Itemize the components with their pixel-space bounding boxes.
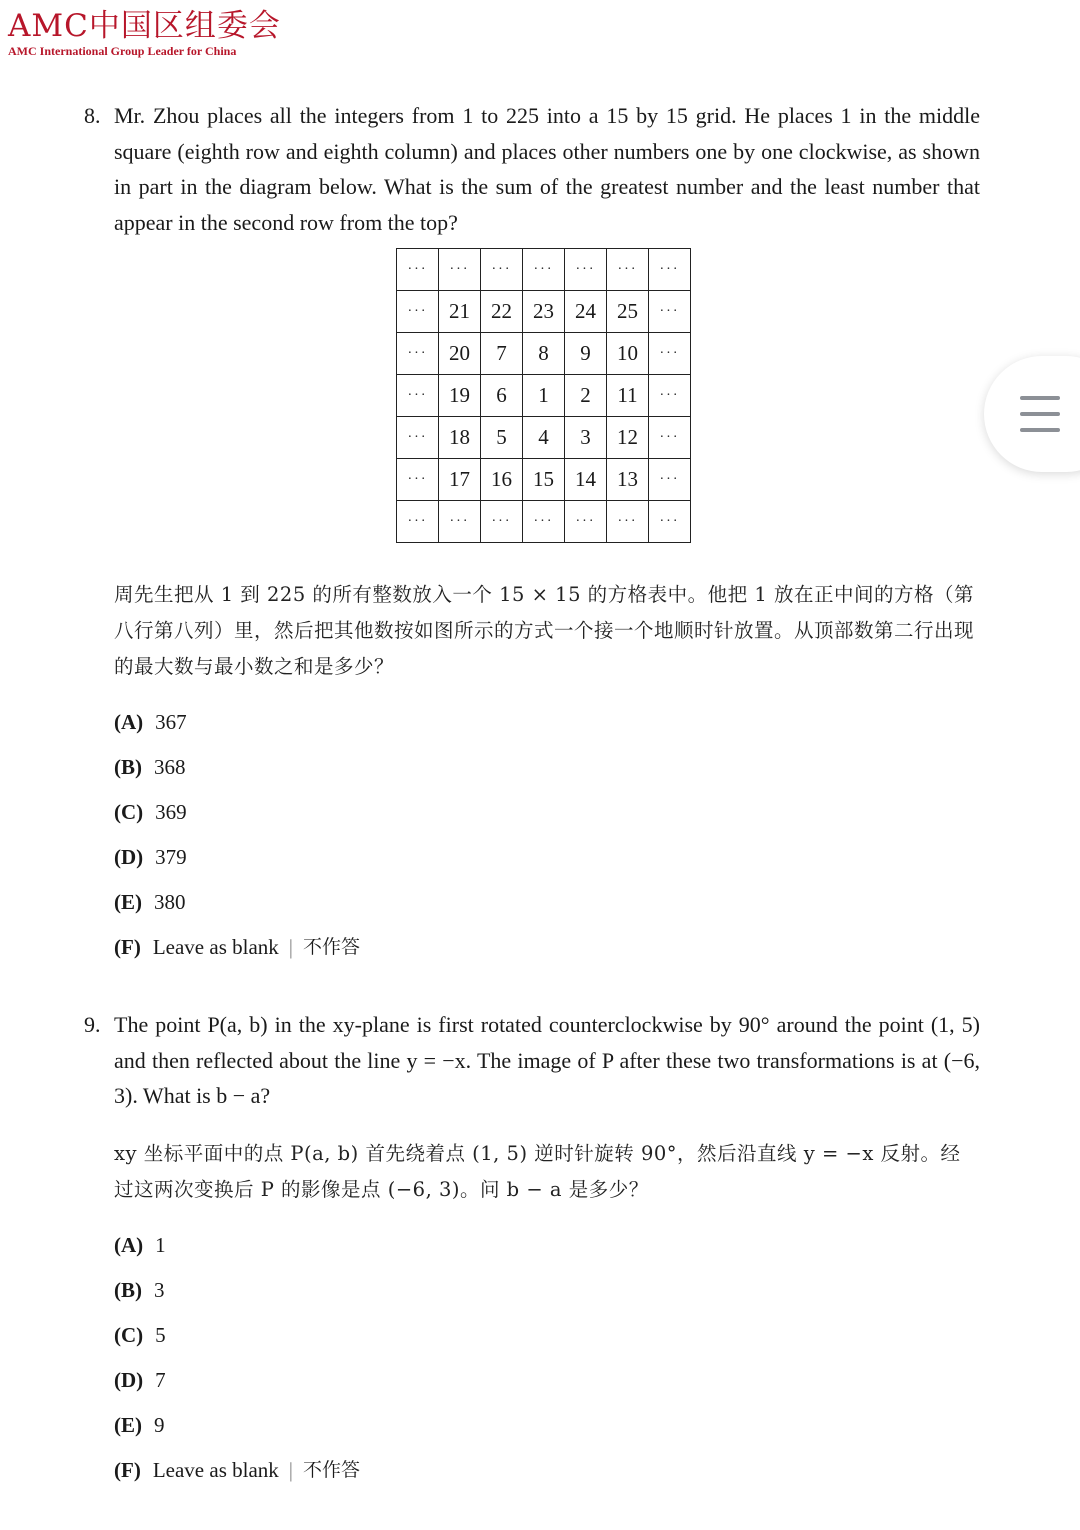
grid-cell: ··· bbox=[397, 333, 439, 375]
option-e[interactable]: (E) 9 bbox=[114, 1412, 165, 1437]
grid-cell: 19 bbox=[439, 375, 481, 417]
answer-options bbox=[114, 707, 984, 977]
option-f-leave-blank[interactable]: (F) Leave as blank | 不作答 bbox=[114, 935, 361, 959]
option-a[interactable]: (A) 1 bbox=[114, 1232, 166, 1257]
grid-cell: 16 bbox=[481, 459, 523, 501]
grid-row bbox=[397, 375, 691, 417]
grid-cell: ··· bbox=[607, 249, 649, 291]
grid-cell: ··· bbox=[607, 501, 649, 543]
option-c[interactable]: (C) 5 bbox=[114, 1322, 166, 1347]
grid-cell: 18 bbox=[439, 417, 481, 459]
grid-cell: ··· bbox=[397, 459, 439, 501]
grid-cell: 9 bbox=[565, 333, 607, 375]
grid-cell: 22 bbox=[481, 291, 523, 333]
grid-cell: 7 bbox=[481, 333, 523, 375]
grid-row bbox=[397, 333, 691, 375]
grid-cell: 14 bbox=[565, 459, 607, 501]
grid-row bbox=[397, 459, 691, 501]
grid-cell: 25 bbox=[607, 291, 649, 333]
grid-cell: ··· bbox=[649, 501, 691, 543]
grid-row bbox=[397, 417, 691, 459]
option-c[interactable]: (C) 369 bbox=[114, 800, 187, 824]
option-d[interactable]: (D) 379 bbox=[114, 845, 187, 869]
option-b[interactable]: (B) 3 bbox=[114, 1277, 165, 1302]
grid-cell: ··· bbox=[439, 501, 481, 543]
grid-cell: 10 bbox=[607, 333, 649, 375]
grid-cell: ··· bbox=[439, 249, 481, 291]
grid-row bbox=[397, 249, 691, 291]
grid-cell: 21 bbox=[439, 291, 481, 333]
option-b[interactable]: (B) 368 bbox=[114, 755, 186, 779]
grid-cell: 6 bbox=[481, 375, 523, 417]
grid-cell: ··· bbox=[649, 249, 691, 291]
grid-cell: 3 bbox=[565, 417, 607, 459]
grid-cell: 11 bbox=[607, 375, 649, 417]
grid-cell: 1 bbox=[523, 375, 565, 417]
grid-cell: 4 bbox=[523, 417, 565, 459]
grid-cell: 20 bbox=[439, 333, 481, 375]
question-9 bbox=[84, 1007, 984, 1500]
logo-subtitle: AMC International Group Leader for China bbox=[8, 44, 237, 58]
grid-cell: ··· bbox=[523, 501, 565, 543]
grid-cell: ··· bbox=[649, 291, 691, 333]
grid-cell: ··· bbox=[565, 249, 607, 291]
grid-cell: ··· bbox=[481, 501, 523, 543]
grid-cell: ··· bbox=[523, 249, 565, 291]
question-8-zh bbox=[84, 577, 984, 977]
option-a[interactable]: (A) 367 bbox=[114, 710, 187, 734]
question-text-en: The point P(a, b) in the xy-plane is first rotated counterclockwise by 90° around the point (1, 5) and then reflected about the line y = −x. The image of P after these two transformations is at (−6, 3). What is b − a? bbox=[114, 1012, 980, 1108]
grid-row bbox=[397, 501, 691, 543]
floating-menu-button[interactable] bbox=[984, 356, 1080, 472]
grid-cell: ··· bbox=[397, 501, 439, 543]
grid-cell: ··· bbox=[397, 291, 439, 333]
grid-cell: ··· bbox=[649, 333, 691, 375]
grid-cell: 24 bbox=[565, 291, 607, 333]
answer-options bbox=[114, 1230, 984, 1500]
grid-cell: ··· bbox=[565, 501, 607, 543]
option-f-leave-blank[interactable]: (F) Leave as blank | 不作答 bbox=[114, 1457, 361, 1482]
grid-row bbox=[397, 291, 691, 333]
grid-cell: 23 bbox=[523, 291, 565, 333]
grid-cell: ··· bbox=[397, 417, 439, 459]
question-text-en: Mr. Zhou places all the integers from 1 to 225 into a 15 by 15 grid. He places 1 in the middle square (eighth row and eighth column) and places other numbers one by one clockwise, as shown in part in the diagram below. What is the sum of the greatest number and the least number that appear in the second row from the top? bbox=[114, 103, 980, 235]
question-8 bbox=[84, 98, 984, 240]
logo-title: AMC中国区组委会 bbox=[8, 8, 281, 44]
spiral-grid-diagram bbox=[396, 248, 691, 543]
grid-cell: 8 bbox=[523, 333, 565, 375]
grid-cell: 17 bbox=[439, 459, 481, 501]
grid-cell: ··· bbox=[397, 249, 439, 291]
question-text-zh: 周先生把从 1 到 225 的所有整数放入一个 15 × 15 的方格表中。他把 1 放在正中间的方格（第八行第八列）里，然后把其他数按如图所示的方式一个接一个地顺时针放置。从顶部数第二行出现的最大数与最小数之和是多少？ bbox=[114, 583, 975, 678]
question-text-zh: xy 坐标平面中的点 P(a, b) 首先绕着点 (1, 5) 逆时针旋转 90°，然后沿直线 y = −x 反射。经过这两次变换后 P 的影像是点 (−6, 3)。问 b − a 是多少？ bbox=[114, 1141, 961, 1201]
option-d[interactable]: (D) 7 bbox=[114, 1367, 166, 1392]
grid-cell: ··· bbox=[649, 459, 691, 501]
grid-cell: 12 bbox=[607, 417, 649, 459]
grid-cell: ··· bbox=[649, 375, 691, 417]
grid-cell: ··· bbox=[649, 417, 691, 459]
grid-cell: ··· bbox=[397, 375, 439, 417]
grid-cell: 13 bbox=[607, 459, 649, 501]
grid-cell: ··· bbox=[481, 249, 523, 291]
grid-cell: 5 bbox=[481, 417, 523, 459]
grid-cell: 15 bbox=[523, 459, 565, 501]
logo bbox=[8, 8, 281, 58]
question-number: 9. bbox=[84, 1012, 101, 1037]
option-e[interactable]: (E) 380 bbox=[114, 890, 186, 914]
question-number: 8. bbox=[84, 103, 101, 128]
grid-cell: 2 bbox=[565, 375, 607, 417]
